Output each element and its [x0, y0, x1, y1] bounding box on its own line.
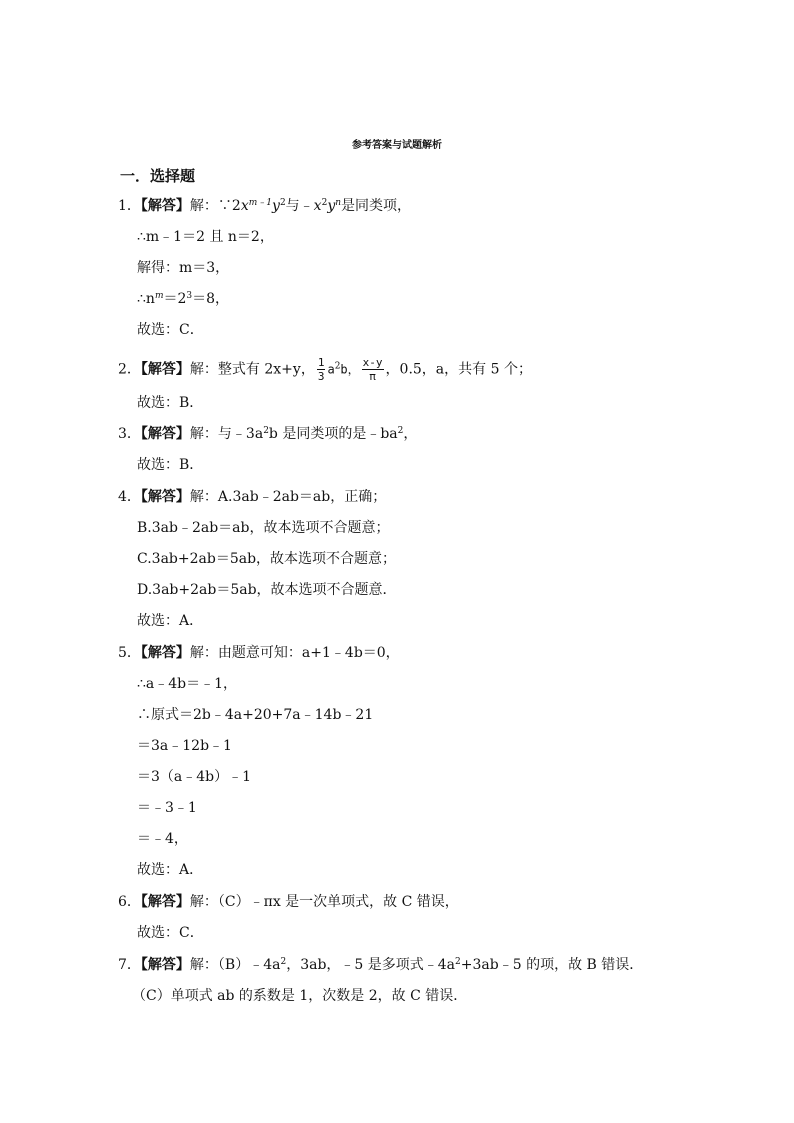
q6-answer-tag: 【解答】: [140, 894, 190, 910]
q1-line-5: 故选：C．: [137, 322, 204, 338]
q4-number: 4．: [118, 489, 141, 505]
q5-line-2: ∴a﹣4b＝﹣1，: [137, 676, 238, 692]
q2-number: 2．: [118, 361, 141, 378]
q1-answer-tag: 【解答】: [140, 198, 190, 214]
fraction-one-third: $\frac{1}{3}$: [317, 356, 325, 383]
q4-line-3: C.3ab+2ab＝5ab，故本选项不合题意；: [137, 551, 397, 567]
q1-line-2: ∴m﹣1＝2 且 n＝2，: [137, 229, 274, 245]
q6-line-1: 6．【解答】解：（C）﹣πx 是一次单项式，故 C 错误，: [118, 894, 459, 910]
q3-answer-tag: 【解答】: [140, 426, 190, 442]
q1-line-3: 解得：m＝3，: [137, 260, 230, 276]
q5-line-5: ＝3（a﹣4b）﹣1: [137, 769, 252, 785]
q5-number: 5．: [118, 645, 141, 661]
q7-number: 7．: [118, 957, 141, 973]
page-title: 参考答案与试题解析: [352, 140, 442, 151]
q2-line-2: 故选：B．: [137, 395, 204, 411]
q4-line-2: B.3ab﹣2ab＝ab，故本选项不合题意；: [137, 520, 390, 536]
q2-line-1: 2．【解答】解：整式有 2x+y， $\frac{1}{3}$ $a^2b$， $\frac{x-y}{\pi}$ ，0.5，a，共有 5 个；: [118, 356, 532, 383]
q1-line-4: $\therefore n^m=2^3=8$，: [137, 291, 230, 307]
q5-answer-tag: 【解答】: [140, 645, 190, 661]
q3-number: 3．: [118, 426, 141, 442]
q4-line-5: 故选：A．: [137, 613, 204, 629]
q5-line-1: 5．【解答】解：由题意可知：a+1﹣4b＝0，: [118, 645, 400, 661]
q5-line-7: ＝﹣4，: [137, 831, 188, 847]
q3-line-2: 故选：B．: [137, 457, 204, 473]
q6-line-2: 故选：C．: [137, 925, 204, 941]
q4-answer-tag: 【解答】: [140, 489, 190, 505]
q4-line-1: 4．【解答】解：A.3ab﹣2ab＝ab，正确；: [118, 489, 387, 505]
q4-line-4: D.3ab+2ab＝5ab，故本选项不合题意．: [137, 582, 397, 598]
q5-line-4: ＝3a﹣12b﹣1: [137, 738, 232, 754]
q7-answer-tag: 【解答】: [140, 957, 190, 973]
q1-number: 1．: [118, 198, 141, 214]
q5-line-3: ∴原式＝2b﹣4a+20+7a﹣14b﹣21: [137, 707, 374, 723]
q1-line-1: 1．【解答】解：$\because 2x^{m﹣1}y^2$与$﹣x^2y^n$是同类项，: [118, 198, 412, 214]
q5-line-6: ＝﹣3﹣1: [137, 800, 197, 816]
q5-line-8: 故选：A．: [137, 862, 204, 878]
section-heading: 一．选择题: [120, 167, 196, 185]
q7-line-1: 7．【解答】解：$(B)﹣4a^2$，3ab，﹣5 是多项式$﹣4a^2+3ab﹣5$ 的项，故 B 错误．: [118, 957, 644, 973]
q7-line-2: （C）单项式 ab 的系数是 1，次数是 2，故 C 错误．: [132, 988, 468, 1004]
fraction-x-minus-y-over-pi: $\frac{x-y}{\pi}$: [362, 356, 383, 383]
q2-answer-tag: 【解答】: [140, 361, 190, 378]
q6-number: 6．: [118, 894, 141, 910]
q3-line-1: 3．【解答】解：与$﹣3a^2b$ 是同类项的是$﹣ba^2$，: [118, 426, 418, 442]
